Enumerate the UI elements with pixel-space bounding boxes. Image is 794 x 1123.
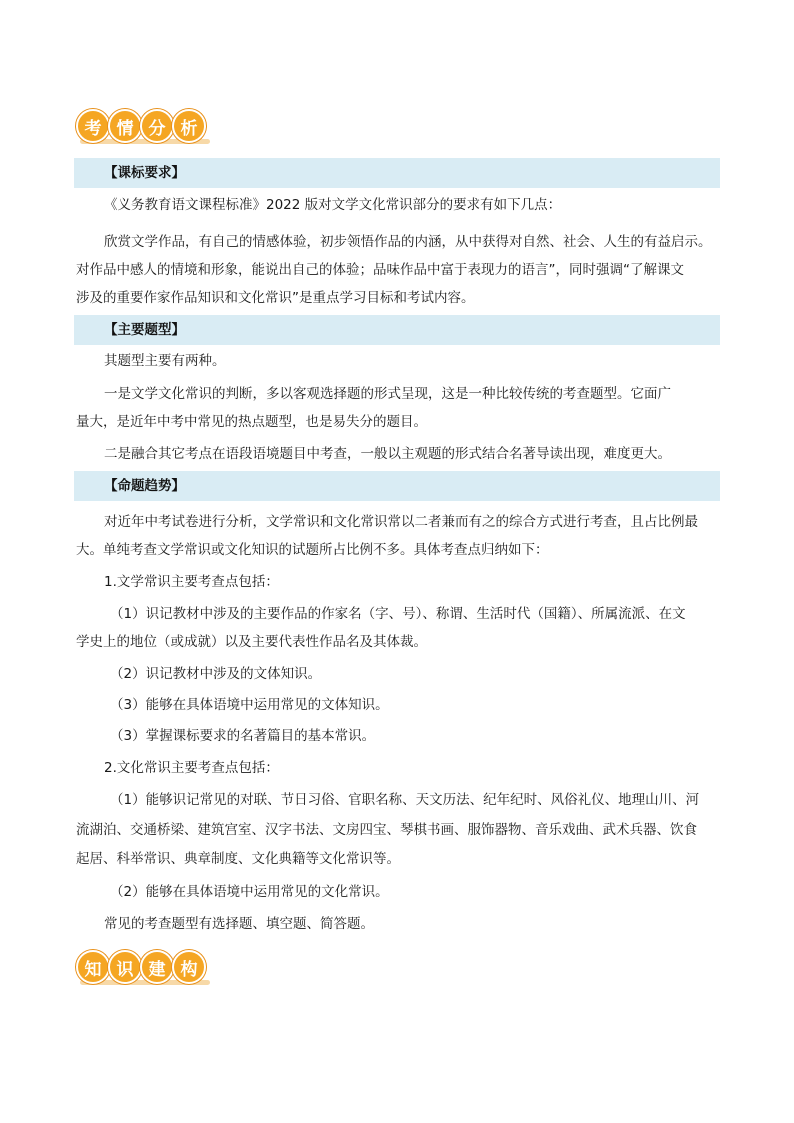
list-item: 起居、科举常识、典章制度、文化典籍等文化常识等。 — [76, 851, 400, 867]
list-item: （3）能够在具体语境中运用常见的文体知识。 — [110, 697, 389, 713]
paragraph-line: 欣赏文学作品，有自己的情感体验，初步领悟作品的内涵，从中获得对自然、社会、人生的有益启示。 — [104, 234, 712, 250]
badge-char: 析 — [172, 109, 206, 143]
paragraph-line: 常见的考查题型有选择题、填空题、简答题。 — [104, 916, 374, 932]
section-bar-types: 【主要题型】 — [74, 315, 720, 345]
badge-char: 考 — [76, 109, 110, 143]
paragraph-line: 大。单纯考查文学常识或文化知识的试题所占比例不多。具体考查点归纳如下： — [76, 542, 549, 558]
section-badge-analysis — [76, 106, 204, 146]
section-bar-curriculum: 【课标要求】 — [74, 158, 720, 188]
list-item: （3）掌握课标要求的名著篇目的基本常识。 — [110, 728, 376, 744]
list-heading: 1.文学常识主要考查点包括： — [104, 574, 279, 590]
paragraph-line: 对作品中感人的情境和形象，能说出自己的体验；品味作品中富于表现力的语言”，同时强调“了解课文 — [76, 262, 684, 278]
section-bar-trends: 【命题趋势】 — [74, 471, 720, 501]
badge-char: 情 — [108, 109, 142, 143]
badge-char: 分 — [140, 109, 174, 143]
badge-char: 知 — [76, 950, 110, 984]
paragraph-line: 一是文学文化常识的判断，多以客观选择题的形式呈现，这是一种比较传统的考查题型。它面广 — [104, 386, 671, 402]
paragraph-line: 涉及的重要作家作品知识和文化常识”是重点学习目标和考试内容。 — [76, 290, 475, 306]
list-item: （1）识记教材中涉及的主要作品的作家名（字、号）、称谓、生活时代（国籍）、所属流派、在文 — [110, 606, 686, 622]
list-item: 流湖泊、交通桥梁、建筑宫室、汉字书法、文房四宝、琴棋书画、服饰器物、音乐戏曲、武术兵器、饮食 — [76, 822, 697, 838]
badge-char: 建 — [140, 950, 174, 984]
list-item: （2）能够在具体语境中运用常见的文化常识。 — [110, 884, 389, 900]
badge-char: 识 — [108, 950, 142, 984]
paragraph-line: 《义务教育语文课程标准》2022 版对文学文化常识部分的要求有如下几点： — [104, 197, 562, 213]
badge-char: 构 — [172, 950, 206, 984]
paragraph-line: 其题型主要有两种。 — [104, 353, 226, 369]
list-heading: 2.文化常识主要考查点包括： — [104, 760, 279, 776]
section-badge-structure — [76, 947, 204, 987]
paragraph-line: 对近年中考试卷进行分析，文学常识和文化常识常以二者兼而有之的综合方式进行考查，且占比例最 — [104, 514, 698, 530]
list-item: （2）识记教材中涉及的文体知识。 — [110, 666, 322, 682]
paragraph-line: 二是融合其它考点在语段语境题目中考查，一般以主观题的形式结合名著导读出现，难度更大。 — [104, 446, 671, 462]
list-item: 学史上的地位（或成就）以及主要代表性作品名及其体裁。 — [76, 634, 427, 650]
paragraph-line: 量大，是近年中考中常见的热点题型，也是易失分的题目。 — [76, 414, 427, 430]
list-item: （1）能够识记常见的对联、节日习俗、官职名称、天文历法、纪年纪时、风俗礼仪、地理山川、河 — [110, 792, 700, 808]
